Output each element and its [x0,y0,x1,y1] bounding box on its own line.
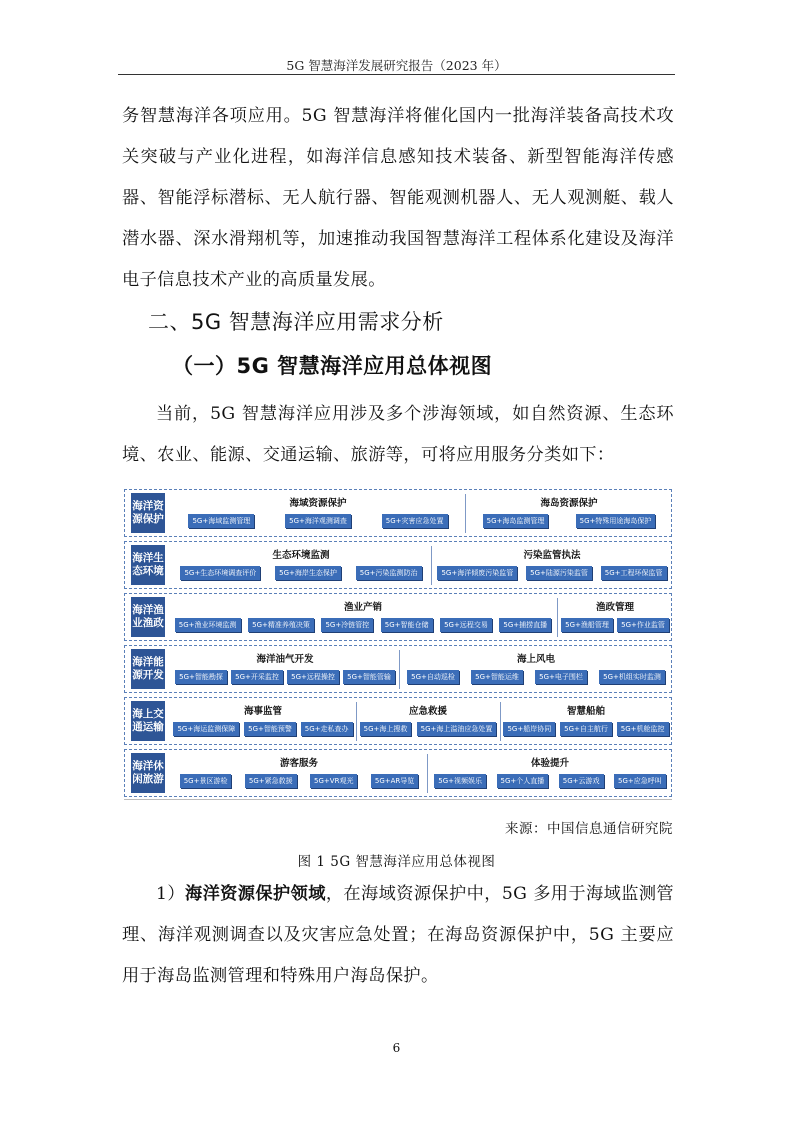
application-chip: 5G+智能运维 [471,670,523,684]
application-chip: 5G+远程操控 [287,670,339,684]
group-title: 应急救援 [408,706,447,717]
figure-group [559,596,671,638]
application-chip: 5G+机组实时监测 [599,670,665,684]
application-chip: 5G+智能仓储 [381,618,433,632]
figure-row [124,645,672,693]
application-chip: 5G+渔船管理 [561,618,613,632]
application-chip: 5G+海运监测保障 [173,722,239,736]
paragraph-overview: 当前，5G 智慧海洋应用涉及多个涉海领域，如自然资源、生态环境、农业、能源、交通运输、旅游等，可将应用服务分类如下： [122,404,674,465]
figure-caption: 图 1 5G 智慧海洋应用总体视图 [297,854,496,870]
paragraph-body: ，在海域资源保护中，5G 多用于海域监测管理、海洋观测调查以及灾害应急处置；在海岛资源保护中，5G 主要应用于海岛监测管理和特殊用户海岛保护。 [122,884,675,986]
figure-group [357,700,499,742]
application-chip: 5G+视频娱乐 [434,774,486,788]
row-label: 海洋休闲旅游 [131,753,165,793]
header-rule [118,74,675,75]
group-divider [399,650,400,689]
application-chip: 5G+机舱监控 [617,722,669,736]
figure-row [124,697,672,745]
application-chip: 5G+特殊用途海岛保护 [576,514,656,528]
application-chip: 5G+电子围栏 [535,670,587,684]
row-label: 海洋渔业渔政 [131,597,165,637]
group-title: 生态环境监测 [272,550,330,561]
application-chip: 5G+灾害应急处置 [382,514,448,528]
application-chip: 5G+海洋观测调查 [285,514,351,528]
figure-group [173,752,425,794]
application-chip: 5G+开采监控 [231,670,283,684]
application-chip: 5G+应急呼叫 [614,774,666,788]
figure-row [124,593,672,641]
figure-group [173,648,397,690]
row-label: 海洋资源保护 [131,493,165,533]
application-chip: 5G+海上溢油应急处置 [417,722,497,736]
group-title: 海岛资源保护 [540,498,598,509]
application-chip: 5G+污染监测防治 [356,566,422,580]
figure-group [469,492,669,534]
application-overview-figure [124,487,672,801]
group-title: 智慧船舶 [566,706,605,717]
paragraph-intro: 务智慧海洋各项应用。5G 智慧海洋将催化国内一批海洋装备高技术攻关突破与产业化进程，如海洋信息感知技术装备、新型智能海洋传感器、智能浮标潜标、无人航行器、智能观测机器人、无人观测艇、载人潜水器、深水滑翔机等，加速推动我国智慧海洋工程体系化建设及海洋电子信息技术产业的高质量发展。 [122,106,674,290]
group-title: 渔业产销 [343,602,382,613]
application-chip: 5G+渔业环境监测 [175,618,241,632]
application-chip: 5G+云游戏 [559,774,604,788]
figure-group [501,700,671,742]
group-title: 海洋油气开发 [256,654,314,665]
group-divider [431,546,432,585]
section-heading: 二、5G 智慧海洋应用需求分析 [148,310,444,334]
application-chip: 5G+海岛监测管理 [483,514,549,528]
row-label: 海洋能源开发 [131,649,165,689]
group-divider [557,598,558,637]
application-chip: 5G+智能管输 [343,670,395,684]
group-title: 海事监管 [243,706,282,717]
application-chip: 5G+AR导览 [371,774,418,788]
paragraph-resource-protection [122,874,674,997]
group-title: 体验提升 [530,758,569,769]
application-chip: 5G+走私查办 [301,722,353,736]
figure-row [124,749,672,797]
application-chip: 5G+生态环境调查评价 [180,566,260,580]
application-chip: 5G+海岸生态保护 [275,566,341,580]
application-chip: 5G+智能勘探 [175,670,227,684]
group-title: 污染监管执法 [523,550,581,561]
application-chip: 5G+工程环保监管 [601,566,667,580]
list-number: 1） [156,884,185,904]
figure-group [171,596,555,638]
running-header: 5G 智慧海洋发展研究报告（2023 年） [286,58,507,73]
application-chip: 5G+紧急救援 [245,774,297,788]
subsection-heading: （一）5G 智慧海洋应用总体视图 [172,354,493,378]
application-chip: 5G+捕捞直播 [499,618,551,632]
figure-group [429,752,671,794]
application-chip: 5G+冷链管控 [321,618,373,632]
application-chip: 5G+VR观光 [310,774,357,788]
page-number: 6 [392,1041,401,1055]
application-chip: 5G+远程交易 [440,618,492,632]
application-chip: 5G+个人直播 [497,774,549,788]
figure-row [124,541,672,589]
application-chip: 5G+景区游检 [180,774,232,788]
figure-group [433,544,671,586]
application-chip: 5G+精准养殖决策 [248,618,314,632]
row-label: 海上交通运输 [131,701,165,741]
application-chip: 5G+自主航行 [560,722,612,736]
application-chip: 5G+自动巡检 [407,670,459,684]
group-title: 海域资源保护 [289,498,347,509]
application-chip: 5G+海域监测管理 [188,514,254,528]
application-chip: 5G+智能预警 [244,722,296,736]
domain-term: 海洋资源保护领域 [184,884,326,904]
group-divider [465,494,466,533]
figure-group [171,700,355,742]
application-chip: 5G+陆源污染监管 [526,566,592,580]
row-label: 海洋生态环境 [131,545,165,585]
figure-source: 来源：中国信息通信研究院 [505,821,673,837]
application-chip: 5G+船岸协同 [503,722,555,736]
group-title: 游客服务 [279,758,318,769]
group-title: 渔政管理 [595,602,634,613]
figure-group [401,648,671,690]
figure-group [173,544,429,586]
group-title: 海上风电 [516,654,555,665]
application-chip: 5G+作业监管 [617,618,669,632]
application-chip: 5G+海上搜救 [360,722,412,736]
figure-group [173,492,463,534]
figure-bottom-rule [124,799,672,800]
application-chip: 5G+海洋倾废污染监管 [437,566,517,580]
group-divider [427,754,428,793]
figure-row [124,489,672,537]
